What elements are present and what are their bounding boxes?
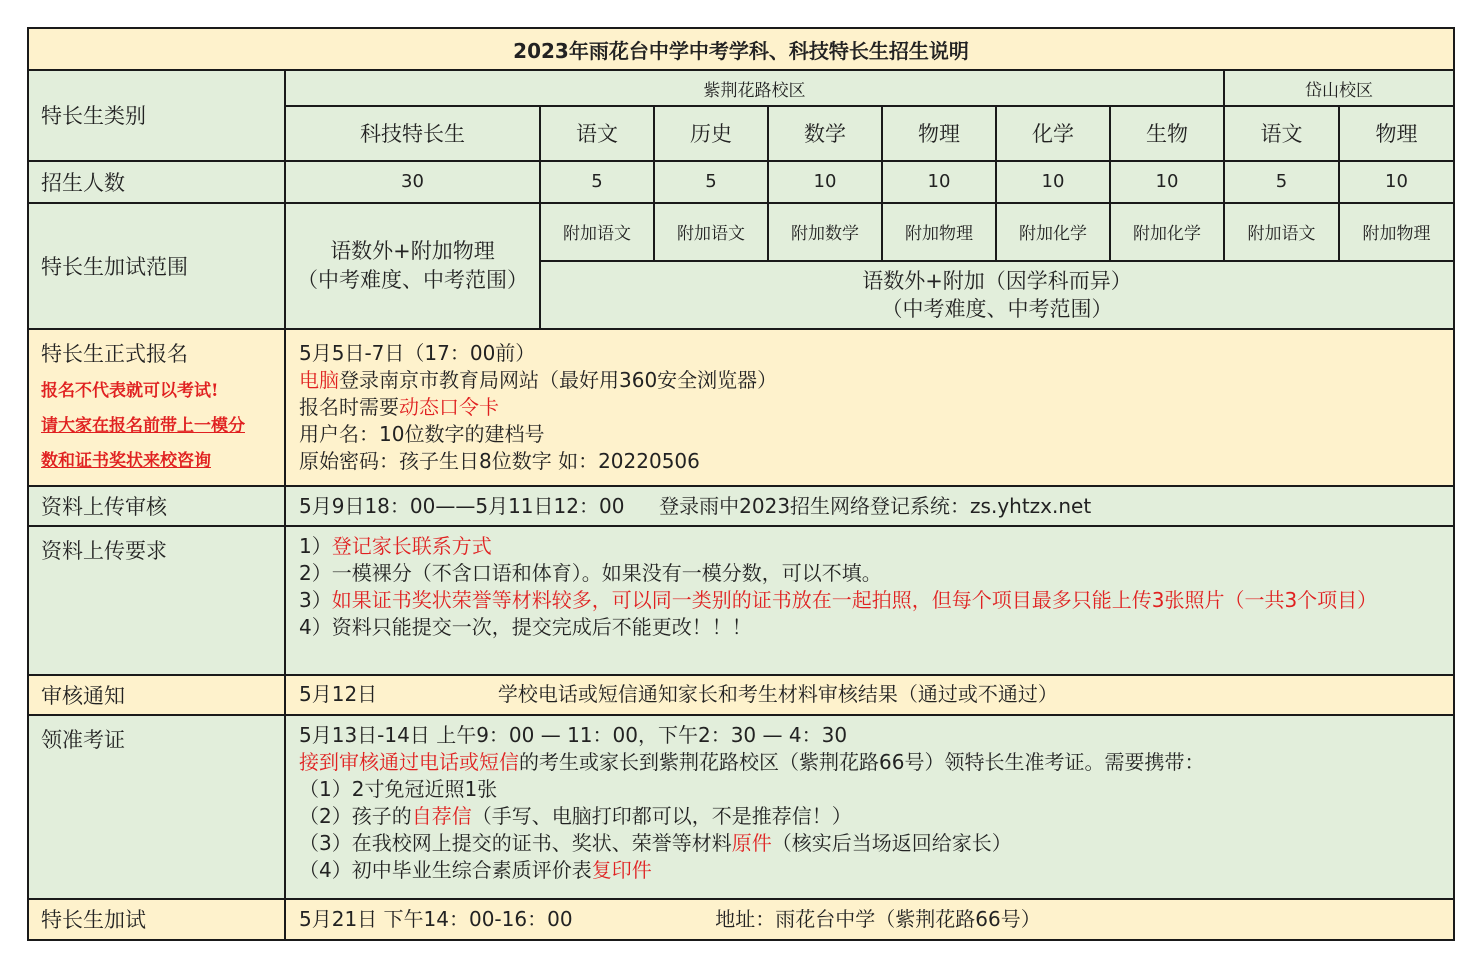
upload-req-3 bbox=[299, 587, 1453, 614]
scope-tech bbox=[285, 203, 540, 330]
registration-site: 登录南京市教育局网站（最好用360安全浏览器） bbox=[339, 368, 778, 393]
notice-text: 学校电话或短信通知家长和考生材料审核结果（通过或不通过） bbox=[497, 682, 1058, 707]
page-title: 2023年雨花台中学中考学科、科技特长生招生说明 bbox=[28, 28, 1454, 70]
registration-advice-2: 数和证书奖状来校咨询 bbox=[41, 451, 211, 472]
subject-cell: 生物 bbox=[1110, 106, 1224, 160]
registration-advice-1: 请大家在报名前带上一模分 bbox=[41, 416, 245, 437]
ticket-condition: 接到审核通过电话或短信 bbox=[299, 749, 519, 774]
ticket-item-1: （1）2寸免冠近照1张 bbox=[299, 776, 498, 801]
ticket-item-3-red: 原件 bbox=[731, 830, 772, 855]
upload-req-4: 4）资料只能提交一次，提交完成后不能更改！！！ bbox=[299, 615, 752, 640]
scope-general-line2: （中考难度、中考范围） bbox=[881, 297, 1113, 322]
scope-general bbox=[540, 261, 1454, 329]
upload-review-body bbox=[285, 486, 1454, 526]
quota-cell: 10 bbox=[882, 161, 996, 203]
registration-warning: 报名不代表就可以考试! bbox=[41, 381, 219, 402]
label-exam: 特长生加试 bbox=[28, 899, 285, 940]
registration-username: 用户名：10位数字的建档号 bbox=[299, 422, 545, 447]
scope-extra-cell: 附加化学 bbox=[996, 203, 1110, 261]
exam-body bbox=[285, 899, 1454, 940]
label-upload-req: 资料上传要求 bbox=[28, 526, 285, 675]
scope-extra-cell: 附加数学 bbox=[768, 203, 882, 261]
label-scope: 特长生加试范围 bbox=[28, 203, 285, 330]
ticket-body bbox=[285, 715, 1454, 899]
campus-daishan: 岱山校区 bbox=[1224, 70, 1454, 106]
label-registration: 特长生正式报名 bbox=[41, 342, 188, 367]
subject-cell: 语文 bbox=[1224, 106, 1339, 160]
label-upload-review: 资料上传审核 bbox=[28, 486, 285, 526]
ticket-line2 bbox=[299, 749, 1453, 776]
campus-zijing: 紫荆花路校区 bbox=[285, 70, 1224, 106]
label-notice: 审核通知 bbox=[28, 675, 285, 715]
exam-time: 5月21日 下午14：00-16：00 bbox=[299, 906, 573, 931]
scope-extra-cell: 附加物理 bbox=[882, 203, 996, 261]
registration-body bbox=[285, 329, 1454, 486]
upload-req-2: 2）一模裸分（不含口语和体育）。如果没有一模分数，可以不填。 bbox=[299, 561, 882, 586]
ticket-item-4-red: 复印件 bbox=[591, 857, 652, 882]
ticket-item-3 bbox=[299, 830, 1453, 857]
ticket-item-4 bbox=[299, 857, 1453, 884]
scope-extra-cell: 附加物理 bbox=[1339, 203, 1454, 261]
ticket-location: 的考生或家长到紫荆花路校区（紫荆花路66号）领特长生准考证。需要携带： bbox=[519, 749, 1205, 774]
scope-tech-line2: （中考难度、中考范围） bbox=[297, 268, 528, 292]
ticket-item-4-pre: （4）初中毕业生综合素质评价表 bbox=[299, 857, 592, 882]
registration-need: 报名时需要 bbox=[299, 395, 399, 420]
label-quota: 招生人数 bbox=[28, 161, 285, 203]
notice-date: 5月12日 bbox=[299, 682, 378, 707]
label-ticket: 领准考证 bbox=[28, 715, 285, 899]
quota-cell: 5 bbox=[540, 161, 654, 203]
upload-req-3-text: 如果证书奖状荣誉等材料较多，可以同一类别的证书放在一起拍照，但每个项目最多只能上传3张照片（一共3个项目） bbox=[331, 588, 1378, 613]
ticket-item-3-post: （核实后当场返回给家长） bbox=[771, 830, 1012, 855]
subject-cell: 物理 bbox=[1339, 106, 1454, 160]
scope-general-line1: 语数外+附加（因学科而异） bbox=[862, 269, 1132, 294]
upload-req-1-num: 1） bbox=[299, 534, 332, 559]
subject-cell: 化学 bbox=[996, 106, 1110, 160]
registration-token: 动态口令卡 bbox=[399, 395, 499, 420]
registration-line2 bbox=[299, 367, 1453, 394]
quota-cell: 10 bbox=[1110, 161, 1224, 203]
quota-cell: 10 bbox=[1339, 161, 1454, 203]
quota-cell: 30 bbox=[285, 161, 540, 203]
registration-time: 5月5日-7日（17：00前） bbox=[299, 341, 536, 366]
quota-cell: 10 bbox=[996, 161, 1110, 203]
subject-cell: 科技特长生 bbox=[285, 106, 540, 160]
ticket-item-2-pre: （2）孩子的 bbox=[299, 803, 412, 828]
registration-password: 原始密码：孩子生日8位数字 如：20220506 bbox=[299, 449, 700, 474]
upload-review-time: 5月9日18：00——5月11日12：00 bbox=[299, 493, 625, 518]
ticket-item-2-post: （手写、电脑打印都可以，不是推荐信！） bbox=[471, 803, 852, 828]
exam-address: 地址：雨花台中学（紫荆花路66号） bbox=[715, 906, 1041, 931]
quota-cell: 10 bbox=[768, 161, 882, 203]
upload-review-system: 登录雨中2023招生网络登记系统：zs.yhtzx.net bbox=[659, 493, 1092, 518]
ticket-item-2 bbox=[299, 803, 1453, 830]
subject-cell: 历史 bbox=[654, 106, 768, 160]
subject-cell: 物理 bbox=[882, 106, 996, 160]
upload-req-3-num: 3） bbox=[299, 588, 332, 613]
quota-cell: 5 bbox=[1224, 161, 1339, 203]
label-category: 特长生类别 bbox=[28, 70, 285, 160]
label-registration-cell bbox=[28, 329, 285, 486]
subject-cell: 语文 bbox=[540, 106, 654, 160]
upload-req-1-text: 登记家长联系方式 bbox=[331, 534, 492, 559]
ticket-item-3-pre: （3）在我校网上提交的证书、奖状、荣誉等材料 bbox=[299, 830, 732, 855]
registration-computer: 电脑 bbox=[299, 368, 339, 393]
scope-tech-line1: 语数外+附加物理 bbox=[330, 239, 495, 263]
ticket-time: 5月13日-14日 上午9：00 — 11：00，下午2：30 — 4：30 bbox=[299, 722, 848, 747]
notice-body bbox=[285, 675, 1454, 715]
scope-extra-cell: 附加语文 bbox=[540, 203, 654, 261]
scope-extra-cell: 附加化学 bbox=[1110, 203, 1224, 261]
registration-line3 bbox=[299, 394, 1453, 421]
scope-extra-cell: 附加语文 bbox=[654, 203, 768, 261]
scope-extra-cell: 附加语文 bbox=[1224, 203, 1339, 261]
admission-table bbox=[27, 27, 1455, 941]
upload-req-body bbox=[285, 526, 1454, 675]
ticket-item-2-red: 自荐信 bbox=[411, 803, 472, 828]
quota-cell: 5 bbox=[654, 161, 768, 203]
subject-cell: 数学 bbox=[768, 106, 882, 160]
upload-req-1 bbox=[299, 533, 1453, 560]
